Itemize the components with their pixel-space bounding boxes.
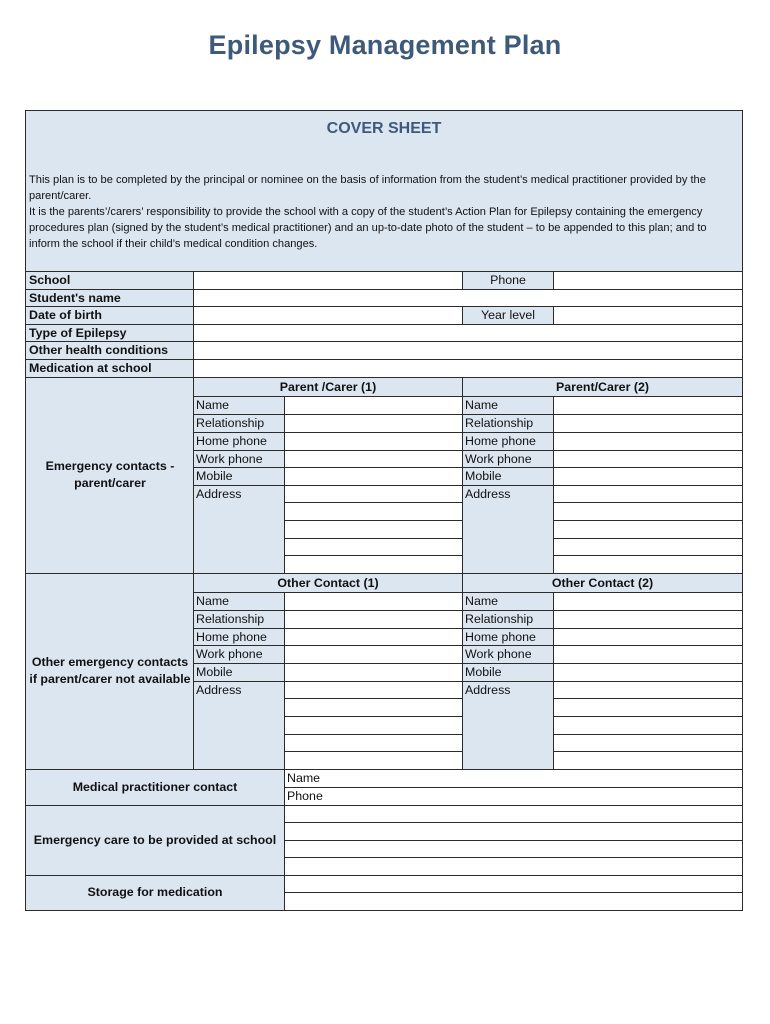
medication-input[interactable]	[194, 360, 742, 377]
year-level-label: Year level	[481, 308, 535, 322]
grid-line	[553, 520, 743, 521]
cover-paragraph-2: It is the parents’/carers’ responsibility to provide the school with a copy of the student’s Action Plan for Epilepsy containing the emergency procedures plan (signed by the student’s medical practitioner) and an up-to-date photo of the student – to be appended to this plan; and to inform the school if their child’s medical condition changes.	[29, 206, 707, 250]
dob-input[interactable]	[194, 307, 462, 324]
other2-relationship-label: Relationship	[465, 612, 534, 626]
grid-line	[553, 538, 743, 539]
other-emergency-contacts-label: Other emergency contacts if parent/carer not available	[29, 655, 191, 686]
medical-name-label: Name	[287, 771, 321, 785]
grid-line	[553, 555, 743, 556]
parent2-address-label: Address	[465, 487, 511, 501]
other1-work-phone-label: Work phone	[196, 647, 263, 661]
parent2-home-phone-label: Home phone	[465, 434, 536, 448]
grid-line	[553, 751, 743, 752]
student-name-input[interactable]	[194, 290, 742, 306]
other2-address-label: Address	[465, 683, 511, 697]
epilepsy-type-label: Type of Epilepsy	[29, 326, 127, 340]
grid-line	[284, 716, 463, 717]
cover-paragraph-1: This plan is to be completed by the principal or nominee on the basis of information from the student’s medical practitioner provided by the parent/carer.	[29, 174, 706, 202]
parent-carer-2-header: Parent/Carer (2)	[556, 380, 649, 394]
other2-work-phone-label: Work phone	[465, 647, 532, 661]
grid-line	[284, 734, 463, 735]
emergency-care-input[interactable]	[285, 806, 742, 875]
grid-line	[284, 555, 463, 556]
grid-line	[553, 698, 743, 699]
grid-line	[553, 716, 743, 717]
dob-label: Date of birth	[29, 308, 102, 322]
grid-line	[553, 502, 743, 503]
parent2-relationship-label: Relationship	[465, 416, 534, 430]
grid-line	[284, 520, 463, 521]
parent1-name-label: Name	[196, 398, 230, 412]
medication-label: Medication at school	[29, 361, 152, 375]
year-level-input[interactable]	[554, 307, 742, 324]
grid-line	[284, 751, 463, 752]
other-health-input[interactable]	[194, 342, 742, 359]
parent-carer-1-header: Parent /Carer (1)	[279, 380, 377, 394]
grid-line	[284, 502, 463, 503]
grid-line	[284, 538, 463, 539]
storage-medication-input[interactable]	[285, 876, 742, 910]
phone-label: Phone	[490, 273, 526, 287]
medical-practitioner-label: Medical practitioner contact	[72, 779, 238, 794]
parent1-relationship-label: Relationship	[196, 416, 265, 430]
other2-home-phone-label: Home phone	[465, 630, 536, 644]
storage-medication-label: Storage for medication	[87, 885, 223, 899]
other2-mobile-label: Mobile	[465, 665, 502, 679]
emergency-care-label: Emergency care to be provided at school	[33, 832, 277, 847]
parent2-work-phone-label: Work phone	[465, 452, 532, 466]
parent2-name-label: Name	[465, 398, 499, 412]
medical-phone-label: Phone	[287, 789, 323, 803]
other1-home-phone-label: Home phone	[196, 630, 267, 644]
other2-name-label: Name	[465, 594, 499, 608]
grid-line	[553, 734, 743, 735]
grid-line	[553, 396, 554, 573]
phone-input[interactable]	[554, 272, 742, 289]
student-name-label: Student's name	[29, 291, 121, 305]
page-title: Epilepsy Management Plan	[208, 30, 562, 60]
parent2-mobile-label: Mobile	[465, 469, 502, 483]
other1-name-label: Name	[196, 594, 230, 608]
cover-sheet-heading: COVER SHEET	[326, 120, 442, 137]
grid-line	[284, 698, 463, 699]
other1-mobile-label: Mobile	[196, 665, 233, 679]
emergency-contacts-label: Emergency contacts - parent/carer	[45, 459, 175, 490]
epilepsy-type-input[interactable]	[194, 325, 742, 341]
school-label: School	[29, 273, 71, 287]
other-health-label: Other health conditions	[29, 343, 169, 357]
grid-line	[284, 396, 285, 573]
parent1-address-label: Address	[196, 487, 242, 501]
school-input[interactable]	[194, 272, 462, 289]
other-contact-1-header: Other Contact (1)	[277, 576, 379, 590]
parent1-home-phone-label: Home phone	[196, 434, 267, 448]
parent1-work-phone-label: Work phone	[196, 452, 263, 466]
parent1-mobile-label: Mobile	[196, 469, 233, 483]
grid-line	[553, 592, 554, 769]
other-contact-2-header: Other Contact (2)	[551, 576, 654, 590]
other1-relationship-label: Relationship	[196, 612, 265, 626]
other1-address-label: Address	[196, 683, 242, 697]
